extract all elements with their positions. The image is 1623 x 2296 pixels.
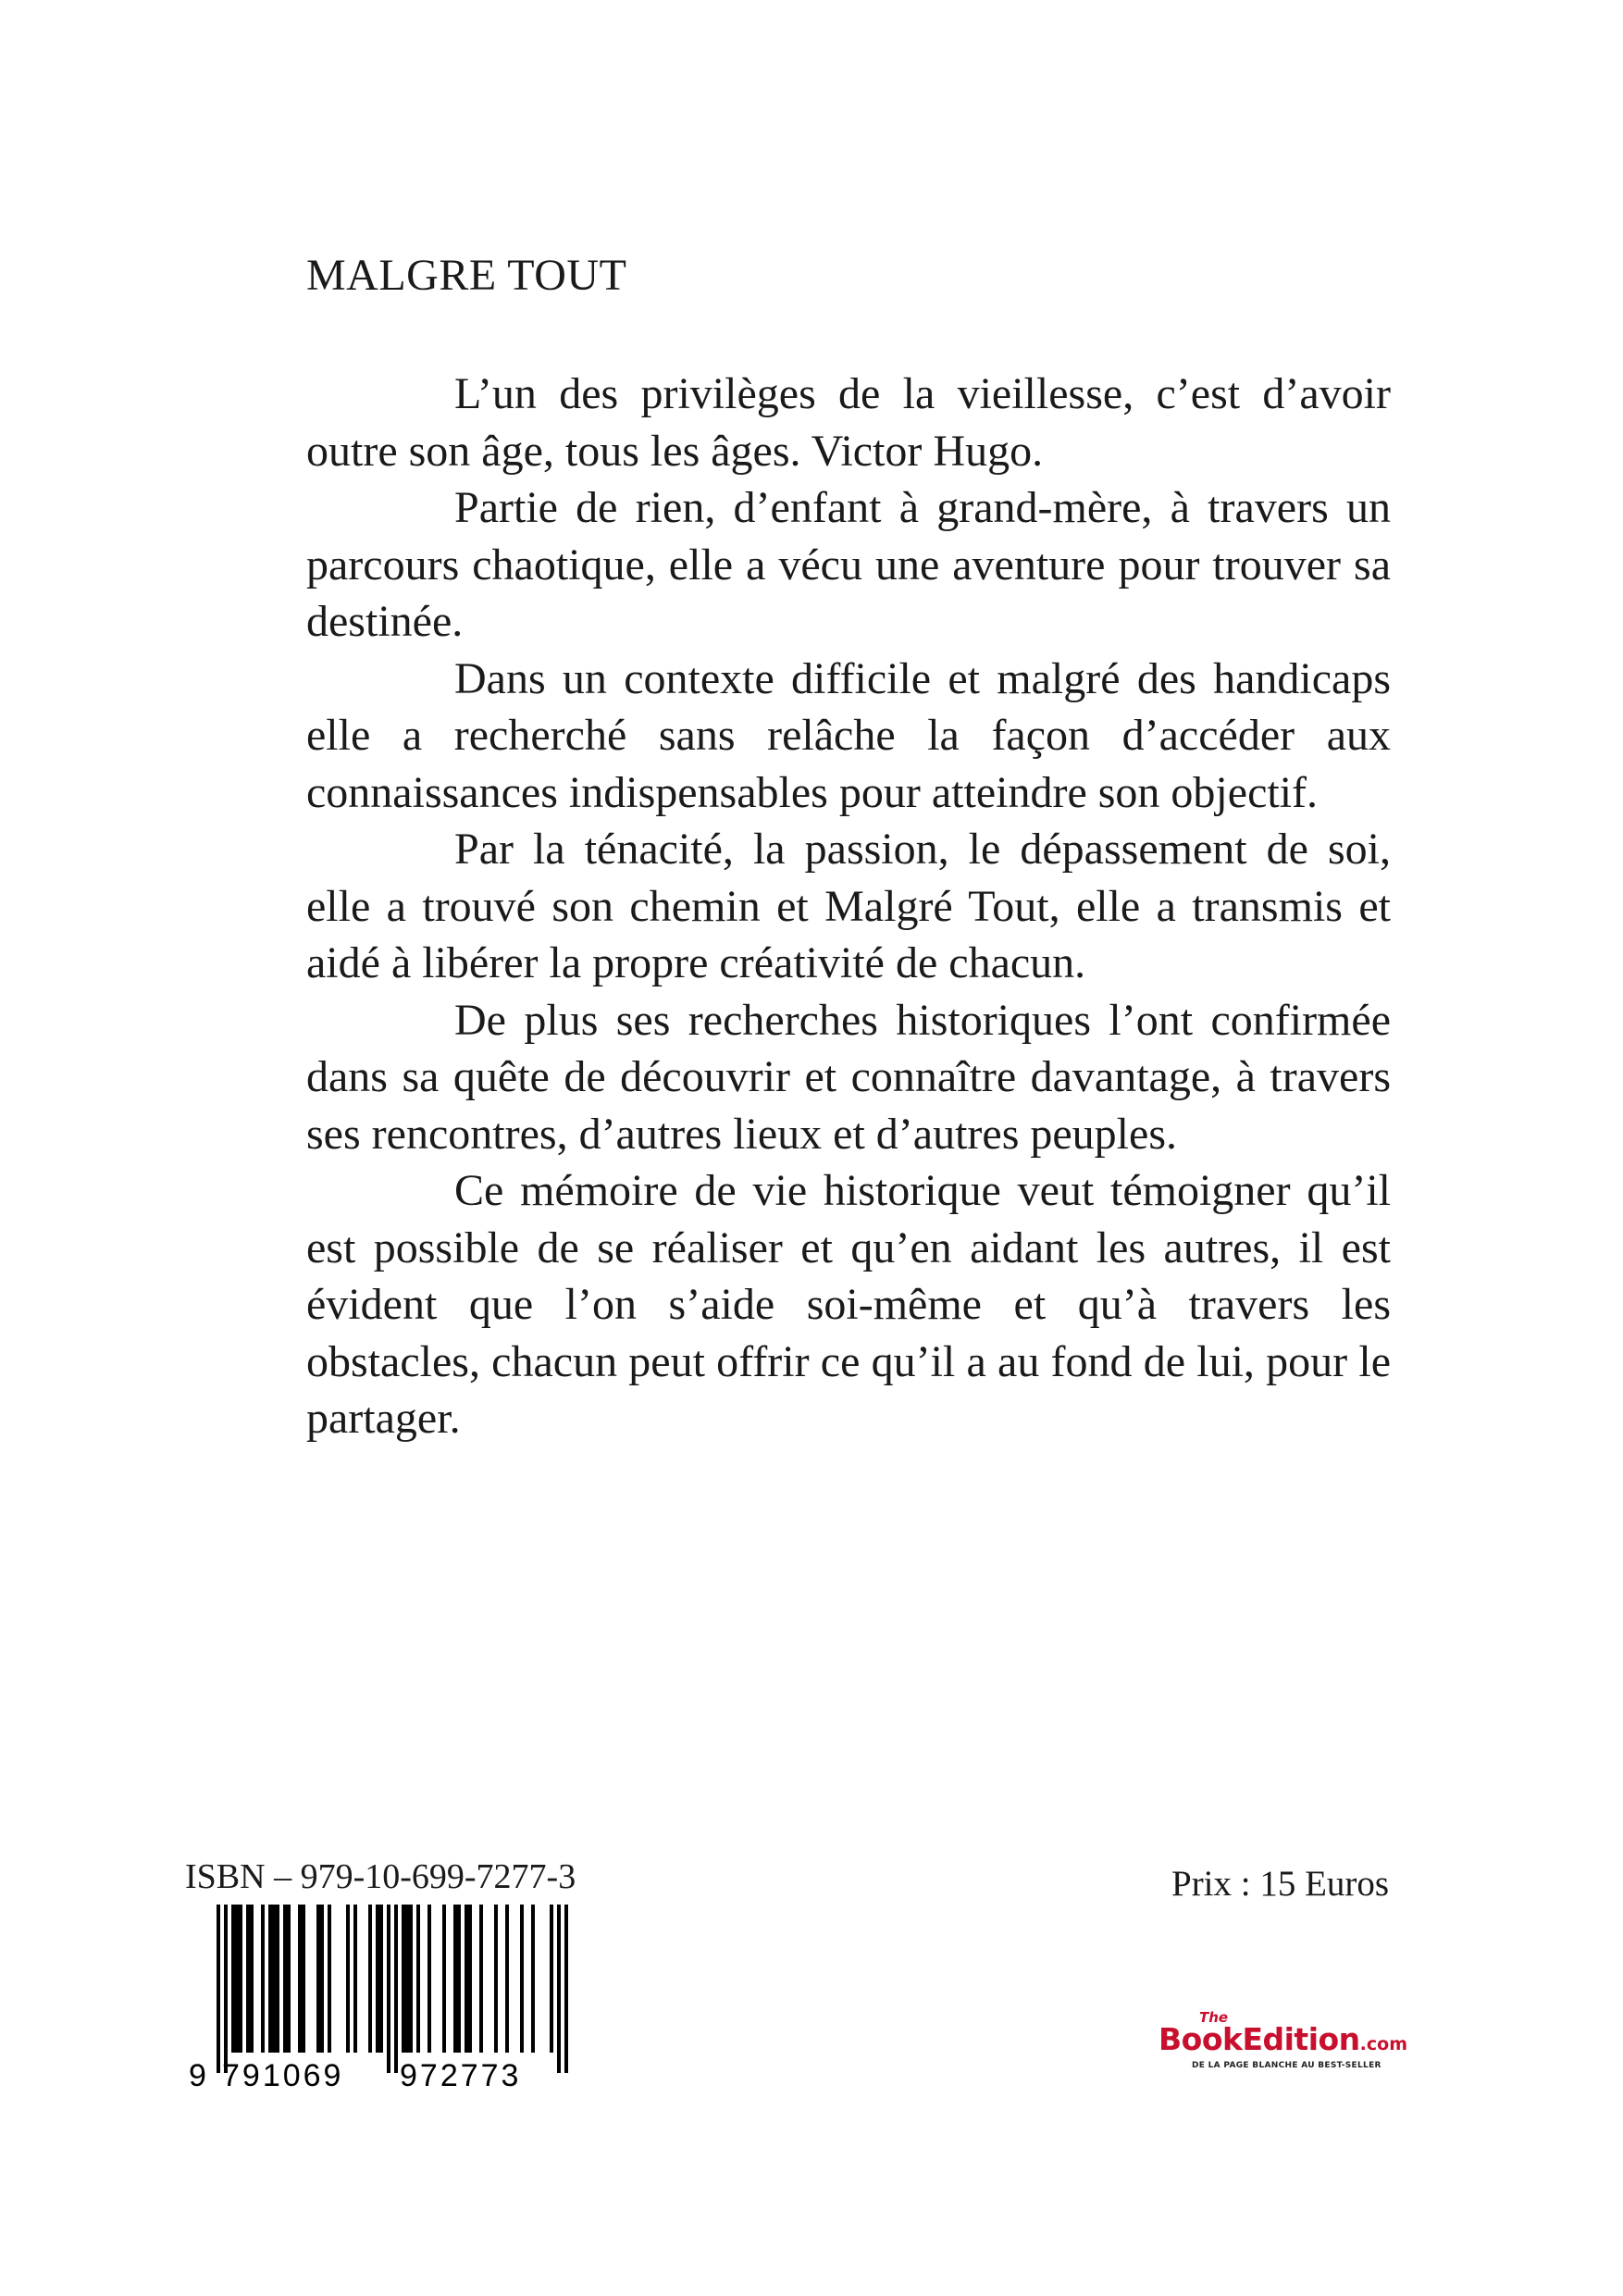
barcode-bar bbox=[224, 1905, 228, 2073]
barcode-digits-left: 791069 bbox=[222, 2058, 344, 2093]
price-label: Prix : 15 Euros bbox=[1171, 1864, 1390, 1904]
logo-the-text: The bbox=[1199, 2009, 1229, 2026]
barcode-bar bbox=[268, 1905, 272, 2053]
back-cover-text bbox=[306, 366, 1391, 1447]
barcode-bar bbox=[402, 1905, 405, 2053]
barcode-bar bbox=[302, 1905, 305, 2053]
isbn-barcode bbox=[185, 1901, 585, 2095]
barcode-bar bbox=[379, 1905, 383, 2053]
paragraph-5: De plus ses recherches historiques l’ont confirmée dans sa quête de découvrir et connaître davantage, à travers ses rencontres, d’autres lieux et d’autres peuples. bbox=[306, 995, 1391, 1159]
barcode-bar bbox=[453, 1905, 457, 2053]
paragraph-2: Partie de rien, d’enfant à grand-mère, à travers un parcours chaotique, elle a vécu une aventure pour trouver sa destinée. bbox=[306, 483, 1391, 646]
barcode-bar bbox=[287, 1905, 291, 2053]
logo-wordmark bbox=[1158, 2021, 1407, 2063]
barcode-bar bbox=[316, 1905, 320, 2053]
barcode-bar bbox=[520, 1905, 524, 2053]
barcode-bar bbox=[531, 1905, 535, 2053]
barcode-bar bbox=[416, 1905, 420, 2053]
barcode-bar bbox=[409, 1905, 413, 2053]
paragraph-6: Ce mémoire de vie historique veut témoigner qu’il est possible de se réaliser et qu’en aidant les autres, il est évident que l’on s’aide soi-même et qu’à travers les obstacles, chacun peut offrir ce qu’il a au fond de lui, pour le partager. bbox=[306, 1166, 1391, 1443]
barcode-bar bbox=[283, 1905, 287, 2053]
publisher-logo bbox=[1158, 2010, 1455, 2084]
barcode-bar bbox=[550, 1905, 553, 2053]
barcode-bar bbox=[231, 1905, 235, 2053]
barcode-bar bbox=[468, 1905, 472, 2053]
barcode-bar bbox=[564, 1905, 568, 2073]
barcode-bar bbox=[250, 1905, 254, 2053]
barcode-bar bbox=[494, 1905, 498, 2053]
book-title: MALGRE TOUT bbox=[306, 251, 627, 300]
paragraph-1: L’un des privilèges de la vieillesse, c’est d’avoir outre son âge, tous les âges. Victor Hugo. bbox=[306, 369, 1391, 476]
barcode-bar bbox=[235, 1905, 239, 2053]
barcode-bar bbox=[394, 1905, 398, 2073]
barcode-bar bbox=[405, 1905, 409, 2053]
barcode-bar bbox=[557, 1905, 561, 2073]
barcode-bar bbox=[427, 1905, 431, 2053]
barcode-digits-right: 972773 bbox=[400, 2058, 522, 2093]
barcode-bar bbox=[505, 1905, 509, 2053]
barcode-bar bbox=[261, 1905, 265, 2053]
barcode-bar bbox=[328, 1905, 331, 2053]
barcode-bar bbox=[320, 1905, 324, 2053]
barcode-bar bbox=[387, 1905, 390, 2073]
paragraph-4: Par la ténacité, la passion, le dépassement de soi, elle a trouvé son chemin et Malgré Tout, elle a transmis et aidé à libérer la propre créativité de chacun. bbox=[306, 825, 1391, 987]
barcode-bar bbox=[217, 1905, 220, 2073]
logo-com-text: .com bbox=[1359, 2034, 1408, 2054]
barcode-bar bbox=[298, 1905, 302, 2053]
logo-main-text: BookEdition bbox=[1158, 2021, 1360, 2057]
barcode-bar bbox=[465, 1905, 468, 2053]
barcode-bar bbox=[376, 1905, 379, 2053]
isbn-label: ISBN – 979-10-699-7277-3 bbox=[185, 1857, 576, 1896]
barcode-bar bbox=[246, 1905, 250, 2053]
barcode-bar bbox=[276, 1905, 279, 2053]
barcode-bar bbox=[272, 1905, 276, 2053]
barcode-bar bbox=[457, 1905, 461, 2053]
barcode-bar bbox=[368, 1905, 372, 2053]
barcode-bar bbox=[239, 1905, 242, 2053]
barcode-bar bbox=[353, 1905, 357, 2053]
logo-tagline: DE LA PAGE BLANCHE AU BEST-SELLER bbox=[1192, 2061, 1381, 2070]
barcode-bar bbox=[479, 1905, 483, 2053]
barcode-digit-lead: 9 bbox=[189, 2058, 206, 2093]
paragraph-3: Dans un contexte difficile et malgré des handicaps elle a recherché sans relâche la façon d’accéder aux connaissances indispensables pour atteindre son objectif. bbox=[306, 653, 1391, 817]
barcode-bar bbox=[442, 1905, 446, 2053]
barcode-bar bbox=[346, 1905, 350, 2053]
